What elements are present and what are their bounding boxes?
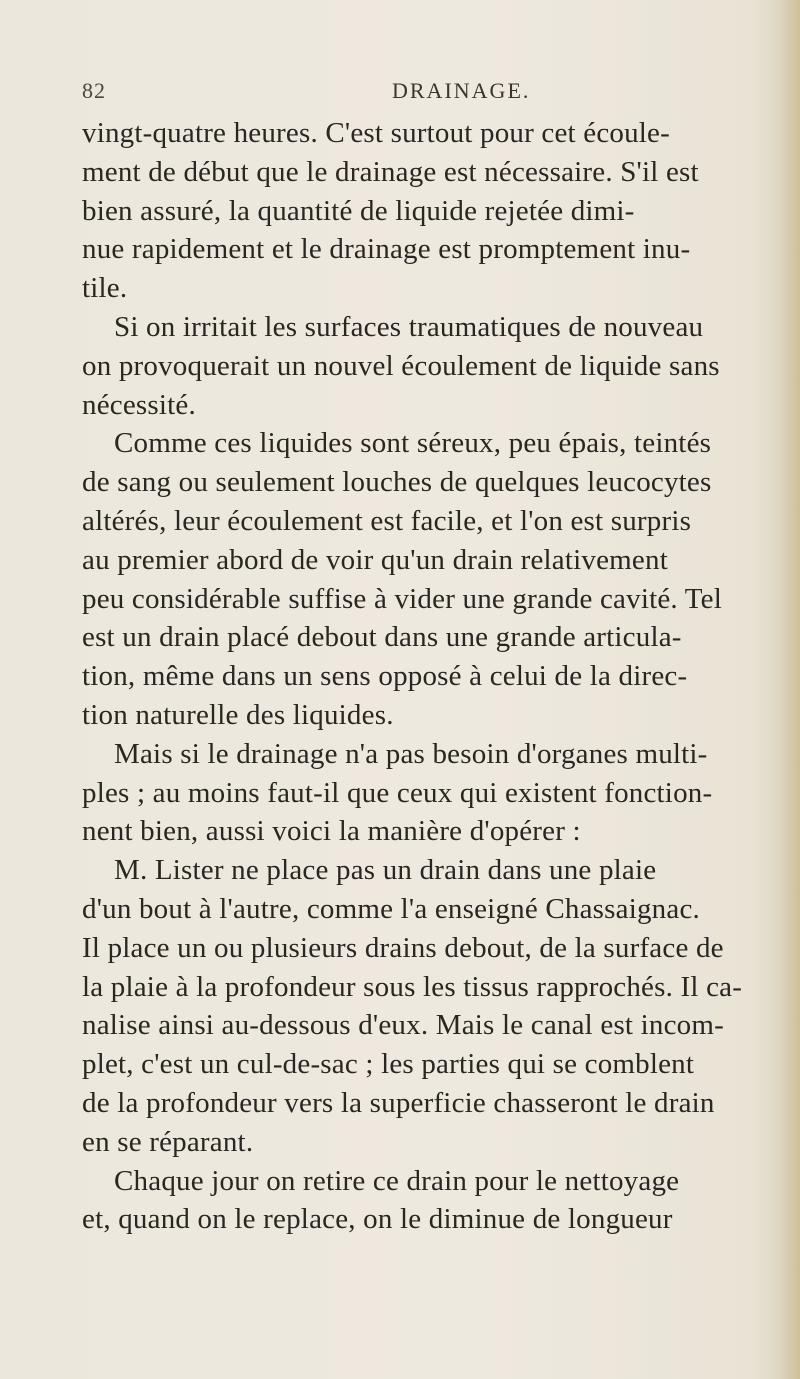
text-line: Chaque jour on retire ce drain pour le nettoyage <box>114 1164 680 1197</box>
text-line: tile. <box>82 272 128 305</box>
text-line: et, quand on le replace, on le diminue de longueur <box>82 1203 673 1236</box>
text-line: au premier abord de voir qu'un drain relativement <box>82 543 668 576</box>
text-line: bien assuré, la quantité de liquide rejetée dimi- <box>82 194 635 227</box>
running-title: DRAINAGE. <box>392 78 531 103</box>
page-number: 82 <box>82 78 106 103</box>
text-line: on provoquerait un nouvel écoulement de liquide sans <box>82 349 720 382</box>
text-line: nue rapidement et le drainage est promptement inu- <box>82 233 691 266</box>
text-line: Comme ces liquides sont séreux, peu épais, teintés <box>114 427 712 460</box>
text-line: ment de début que le drainage est nécessaire. S'il est <box>82 155 699 188</box>
text-line: plet, c'est un cul-de-sac ; les parties qui se comblent <box>82 1048 695 1081</box>
page-header <box>82 78 722 108</box>
text-line: vingt-quatre heures. C'est surtout pour cet écoule- <box>82 117 670 149</box>
text-line: nécessité. <box>82 388 196 421</box>
text-line: M. Lister ne place pas un drain dans une plaie <box>114 854 657 887</box>
text-line: de la profondeur vers la superficie chasseront le drain <box>82 1086 715 1119</box>
page-edge-shadow <box>778 0 800 1379</box>
text-line: Mais si le drainage n'a pas besoin d'organes multi- <box>114 737 708 770</box>
text-line: nent bien, aussi voici la manière d'opérer : <box>82 815 581 848</box>
text-line: la plaie à la profondeur sous les tissus rapprochés. Il ca- <box>82 970 743 1003</box>
text-line: est un drain placé debout dans une grande articula- <box>82 621 682 654</box>
text-line: tion, même dans un sens opposé à celui de la direc- <box>82 660 688 693</box>
body-text <box>82 114 772 1239</box>
text-line: tion naturelle des liquides. <box>82 698 394 731</box>
text-line: de sang ou seulement louches de quelques leucocytes <box>82 466 712 499</box>
text-line: nalise ainsi au-dessous d'eux. Mais le canal est incom- <box>82 1009 724 1042</box>
text-line: d'un bout à l'autre, comme l'a enseigné Chassaignac. <box>82 892 700 925</box>
text-line: ples ; au moins faut-il que ceux qui existent fonction- <box>82 776 713 809</box>
text-line: peu considérable suffise à vider une grande cavité. Tel <box>82 582 723 615</box>
text-line: Il place un ou plusieurs drains debout, de la surface de <box>82 931 724 964</box>
text-line: en se réparant. <box>82 1125 254 1158</box>
text-line: altérés, leur écoulement est facile, et l'on est surpris <box>82 504 692 537</box>
text-line: Si on irritait les surfaces traumatiques de nouveau <box>114 310 704 343</box>
